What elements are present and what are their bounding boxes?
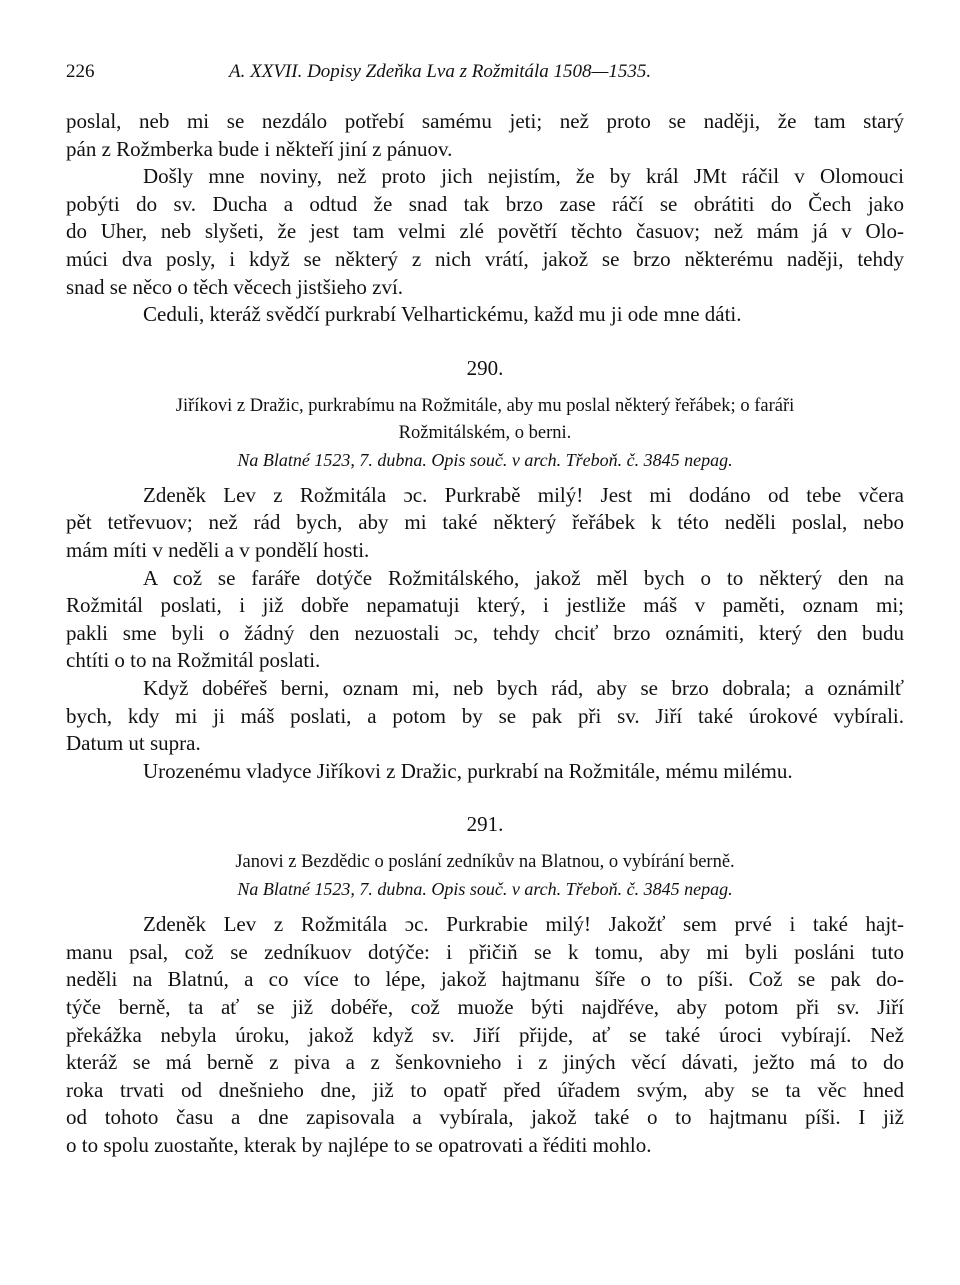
text-line: chtíti o to na Rožmitál poslati. <box>66 648 321 673</box>
text-line: Došly mne noviny, než proto jich nejistím, že by král JMt ráčil v Olomouci <box>143 164 904 189</box>
letter-290-paragraph-2 <box>66 565 904 675</box>
letter-number-290: 290. <box>466 355 504 380</box>
text-line: Zdeněk Lev z Rožmitála ɔc. Purkrabie milý! Jakožť sem prvé i také hajt- <box>143 912 904 937</box>
letter-291-title: Janovi z Bezdědic o poslání zedníkův na Blatnou, o vybírání berně. <box>235 852 735 873</box>
intro-paragraph-2 <box>66 163 904 301</box>
text-line: bych, kdy mi ji máš poslati, a potom by se pak při sv. Jiří také úrokové vybírali. <box>66 703 904 728</box>
text-line: múci dva posly, i když se některý z nich vrátí, jakož se brzo některému naději, tehdy <box>66 246 904 271</box>
text-line: pakli sme byli o žádný den nezuostali ɔc, tehdy chciť brzo oznámiti, který den budu <box>66 620 904 645</box>
text-line: manu psal, což se zedníkuov dotýče: i přičiň se k tomu, aby mi byli posláni tuto <box>66 939 904 964</box>
letter-290-title-line-2: Rožmitálském, o berni. <box>398 422 572 443</box>
letter-291-paragraph-1 <box>66 911 904 1159</box>
text-line: snad se něco o těch věcech jistšieho zví. <box>66 274 404 299</box>
page-body <box>66 108 904 1160</box>
text-line: poslal, neb mi se nezdálo potřebí samému jeti; než proto se naději, že tam starý <box>66 109 904 133</box>
text-line: A což se faráře dotýče Rožmitálského, jakož měl bych o to některý den na <box>143 565 904 590</box>
text-line: pět tetřevuov; než rád bych, aby mi také některý řeřábek k této neděli poslal, nebo <box>66 510 904 535</box>
text-line: překážka nebyla úroku, jakož když sv. Jiří přijde, ať se také úroci vybírají. Než <box>66 1022 904 1047</box>
letter-290-address <box>66 758 904 786</box>
letter-290-source: Na Blatné 1523, 7. dubna. Opis souč. v arch. Třeboň. č. 3845 nepag. <box>237 449 733 470</box>
letter-290-paragraph-3 <box>66 675 904 758</box>
letter-290-title-line-1: Jiříkovi z Dražic, purkrabímu na Rožmitále, aby mu poslal některý řeřábek; o faráři <box>175 395 795 416</box>
text-line: Datum ut supra. <box>66 731 201 756</box>
text-line: o to spolu zuostaňte, kterak by najlépe to se opatrovati a řéditi mohlo. <box>66 1133 652 1158</box>
text-line: mám míti v neděli a v pondělí hosti. <box>66 537 370 562</box>
text-line: neděli na Blatnú, a co více to lépe, jakož hajtmanu šíře o to píši. Což se pak do- <box>66 967 904 992</box>
text-line: od tohoto času a dne zapisovala a vybírala, jakož také o to hajtmanu píši. I již <box>66 1105 904 1130</box>
text-line: Zdeněk Lev z Rožmitála ɔc. Purkrabě milý! Jest mi dodáno od tebe včera <box>143 482 904 507</box>
text-line: pobýti do sv. Ducha a odtud že snad tak brzo zase ráčí se obrátiti do Čech jako <box>66 191 904 216</box>
letter-290-paragraph-1 <box>66 482 904 565</box>
intro-paragraph-3 <box>66 301 904 329</box>
text-line: roka trvati od dnešnieho dne, již to opatř před úřadem svým, aby se ta věc hned <box>66 1077 904 1102</box>
letter-291-source: Na Blatné 1523, 7. dubna. Opis souč. v arch. Třeboň. č. 3845 nepag. <box>237 879 733 900</box>
letter-number-291: 291. <box>466 812 504 837</box>
intro-paragraph-1 <box>66 108 904 163</box>
text-line: Ceduli, kteráž svědčí purkrabí Velhartickému, každ mu ji ode mne dáti. <box>143 302 742 327</box>
running-title: A. XXVII. Dopisy Zdeňka Lva z Rožmitála 1508—1535. <box>229 61 652 82</box>
text-line: do Uher, neb slyšeti, že jest tam velmi zlé povětří těchto časuov; než mám já v Olo- <box>66 219 904 244</box>
text-line: Rožmitál poslati, i již dobře nepamatuji který, i jestliže máš v paměti, oznam mi; <box>66 593 904 618</box>
text-line: Když dobéřeš berni, oznam mi, neb bych rád, aby se brzo dobrala; a oznámilť <box>143 675 904 700</box>
text-line: pán z Rožmberka bude i někteří jiní z pánuov. <box>66 136 453 161</box>
page-number: 226 <box>66 61 95 82</box>
text-line: Urozenému vladyce Jiříkovi z Dražic, purkrabí na Rožmitále, mému milému. <box>143 758 793 783</box>
text-line: kteráž se má berně z piva a z šenkovnieho i z jiných věcí dávati, ježto má to do <box>66 1050 904 1075</box>
text-line: týče berně, ta ať se již dobéře, což muože býti najdřéve, aby potom při sv. Jiří <box>66 995 904 1020</box>
page-header <box>66 58 900 88</box>
